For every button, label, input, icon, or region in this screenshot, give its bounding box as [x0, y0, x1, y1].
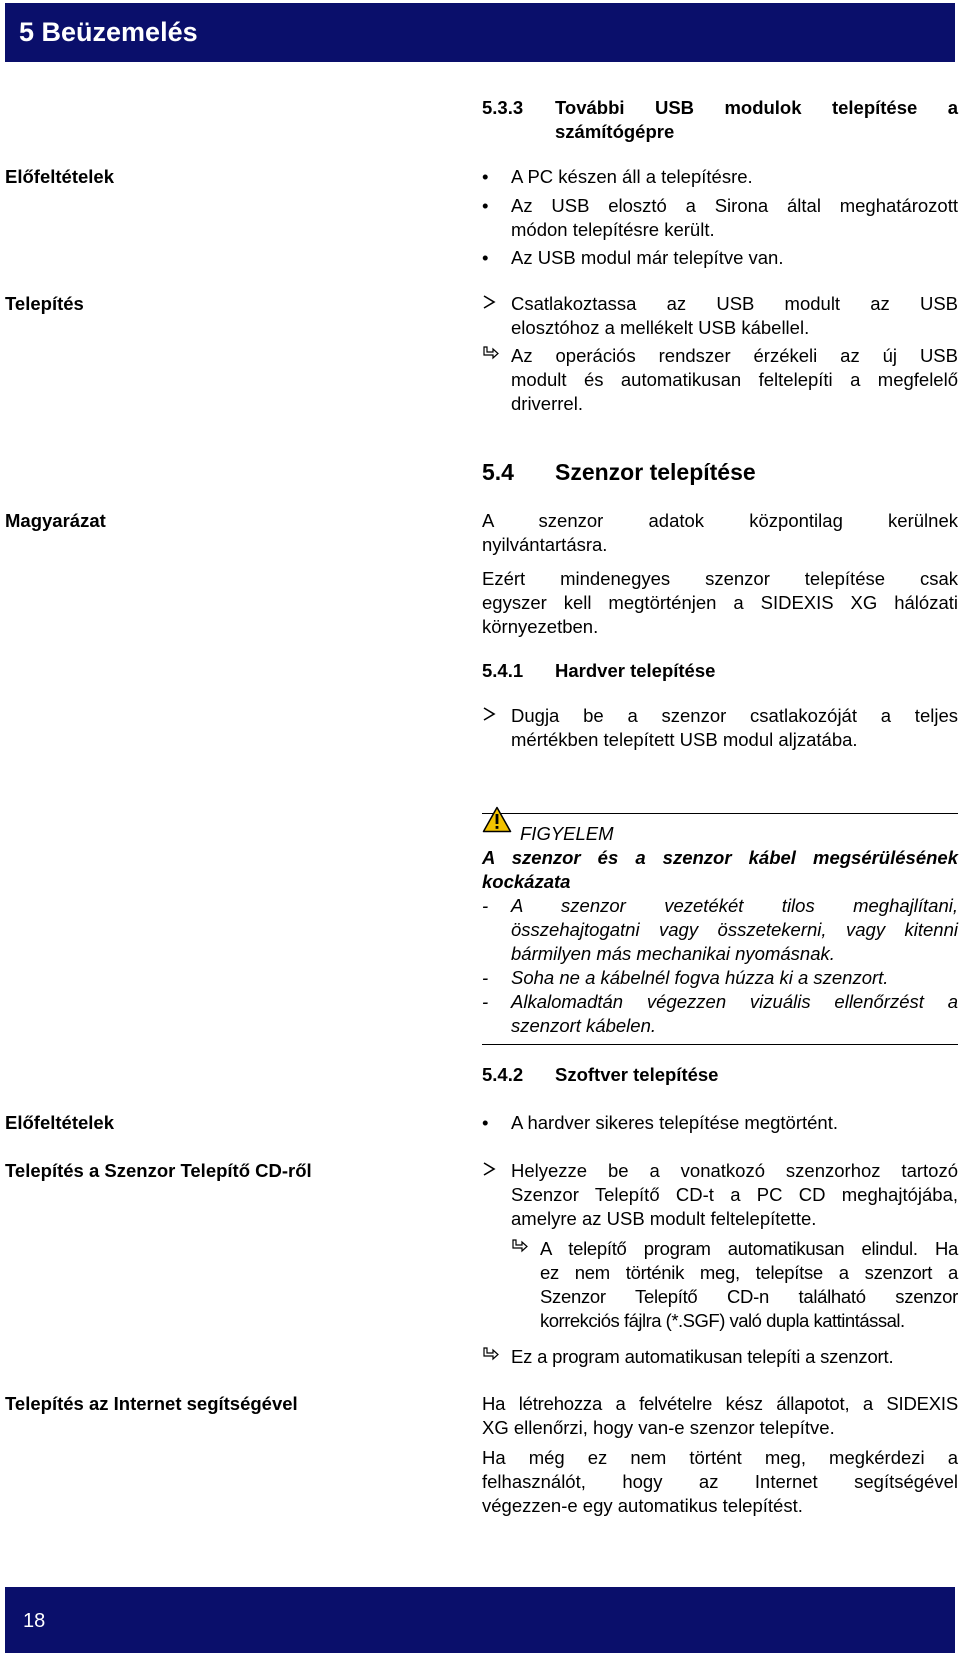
paragraph-line: környezetben.: [482, 616, 599, 637]
warning-triangle-icon: [482, 806, 512, 834]
list-item: A hardver sikeres telepítése megtörtént.: [511, 1112, 839, 1133]
bullet-icon: •: [482, 195, 489, 216]
warning-item: összehajtogatni vagy összetekerni, vagy kitenni: [511, 919, 958, 940]
paragraph-line: végezzen-e egy automatikus telepítést.: [482, 1495, 803, 1516]
step-text: elosztóhoz a mellékelt USB kábellel.: [511, 317, 810, 338]
section-title-line2: számítógépre: [555, 121, 675, 142]
prereq-label: Előfeltételek: [5, 166, 114, 187]
paragraph-line: A szenzor adatok központilag kerülnek: [482, 510, 958, 531]
warning-label: FIGYELEM: [520, 823, 614, 844]
cd-install-label: Telepítés a Szenzor Telepítő CD-ről: [5, 1160, 312, 1181]
paragraph-line: Ezért mindenegyes szenzor telepítése csak: [482, 568, 958, 589]
chapter-title: 5 Beüzemelés: [19, 17, 198, 47]
result-text: korrekciós fájlra (*.SGF) való dupla kattintással.: [540, 1310, 905, 1331]
result-text: Ez a program automatikusan telepíti a szenzort.: [511, 1346, 894, 1367]
paragraph-line: XG ellenőrzi, hogy van-e szenzor telepítve.: [482, 1417, 835, 1438]
bullet-icon: •: [482, 247, 489, 268]
section-number: 5.3.3: [482, 97, 524, 118]
arrow-step-icon: [482, 292, 510, 316]
warning-item: Alkalomadtán végezzen vizuális ellenőrzést a: [511, 991, 958, 1012]
footer-bar: [5, 1587, 955, 1653]
dash-marker: -: [482, 991, 489, 1012]
install-label: Telepítés: [5, 293, 84, 314]
section-title: Szenzor telepítése: [555, 459, 756, 485]
paragraph-line: Ha létrehozza a felvételre kész állapotot, a SIDEXIS: [482, 1393, 958, 1414]
paragraph-line: egyszer kell megtörténjen a SIDEXIS XG hálózati: [482, 592, 958, 613]
step-text: Helyezze be a vonatkozó szenzorhoz tartozó: [511, 1160, 958, 1181]
step-text: Csatlakoztassa az USB modult az USB: [511, 293, 958, 314]
warning-item: Soha ne a kábelnél fogva húzza ki a szenzort.: [511, 967, 889, 988]
bullet-icon: •: [482, 166, 489, 187]
list-item: Az USB elosztó a Sirona által meghatározott: [511, 195, 958, 216]
section-number: 5.4.2: [482, 1064, 524, 1085]
warning-bottom-rule: [482, 1044, 958, 1045]
result-text: Szenzor Telepítő CD-n található szenzor: [540, 1286, 958, 1307]
list-item: Az USB modul már telepítve van.: [511, 247, 784, 268]
result-text: modult és automatikusan feltelepíti a megfelelő: [511, 369, 958, 390]
result-arrow-icon: [482, 1345, 510, 1369]
warning-item: szenzort kábelen.: [511, 1015, 657, 1036]
warning-heading: kockázata: [482, 871, 571, 892]
result-arrow-icon: [511, 1237, 539, 1261]
warning-item: bármilyen más mechanikai nyomásnak.: [511, 943, 835, 964]
warning-heading: A szenzor és a szenzor kábel megsérülésének: [482, 847, 958, 868]
step-text: amelyre az USB modult feltelepítette.: [511, 1208, 817, 1229]
internet-install-label: Telepítés az Internet segítségével: [5, 1393, 298, 1414]
list-item: A PC készen áll a telepítésre.: [511, 166, 753, 187]
warning-top-rule: [482, 813, 958, 814]
result-text: Az operációs rendszer érzékeli az új USB: [511, 345, 958, 366]
header-bar: [5, 3, 955, 62]
warning-item: A szenzor vezetékét tilos meghajlítani,: [511, 895, 958, 916]
arrow-step-icon: [482, 1159, 510, 1183]
section-number: 5.4.1: [482, 660, 524, 681]
section-title: Szoftver telepítése: [555, 1064, 719, 1085]
step-text: Dugja be a szenzor csatlakozóját a teljes: [511, 705, 958, 726]
list-item-continued: módon telepítésre került.: [511, 219, 715, 240]
bullet-icon: •: [482, 1112, 489, 1133]
dash-marker: -: [482, 895, 489, 916]
arrow-step-icon: [482, 704, 510, 728]
result-text: driverrel.: [511, 393, 583, 414]
dash-marker: -: [482, 967, 489, 988]
paragraph-line: nyilvántartásra.: [482, 534, 608, 555]
result-text: A telepítő program automatikusan elindul. Ha: [540, 1238, 958, 1259]
section-title-line1: További USB modulok telepítése a: [555, 97, 958, 118]
page-number: 18: [23, 1610, 46, 1632]
step-text: mértékben telepített USB modul aljzatába.: [511, 729, 858, 750]
step-text: Szenzor Telepítő CD-t a PC CD meghajtójába,: [511, 1184, 958, 1205]
section-title: Hardver telepítése: [555, 660, 716, 681]
result-text: ez nem történik meg, telepítse a szenzort a: [540, 1262, 958, 1283]
prereq-label: Előfeltételek: [5, 1112, 114, 1133]
result-arrow-icon: [482, 344, 510, 368]
paragraph-line: Ha még ez nem történt meg, megkérdezi a: [482, 1447, 958, 1468]
section-number: 5.4: [482, 459, 514, 485]
explain-label: Magyarázat: [5, 510, 106, 531]
paragraph-line: felhasználót, hogy az Internet segítségével: [482, 1471, 958, 1492]
